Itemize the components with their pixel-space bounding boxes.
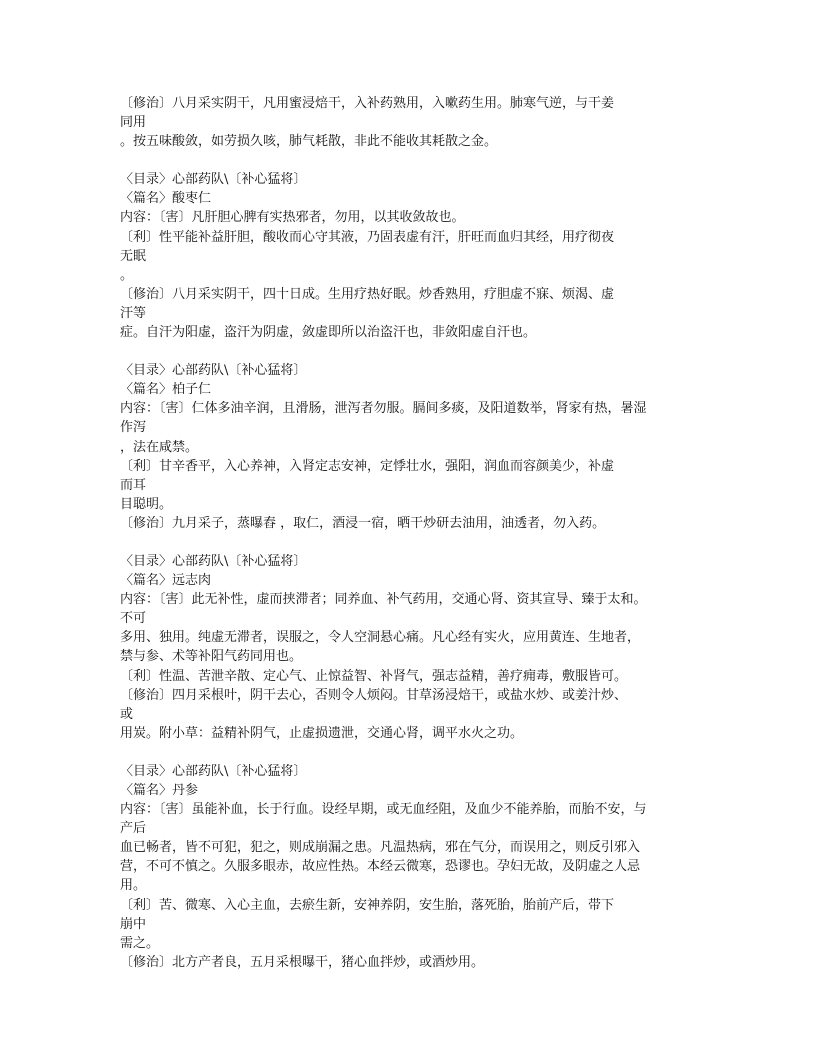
text-line: 〔修治〕北方产者良，五月采根曝干，猪心血拌炒，或酒炒用。 (120, 954, 485, 970)
text-line: 〈目录〉心部药队\〔补心猛将〕 (120, 363, 307, 379)
text-line: ，法在咸禁。 (120, 439, 199, 455)
text-section (120, 762, 700, 972)
text-line: 不可 (120, 611, 147, 627)
text-line: 内容：〔害〕此无补性，虚而挟滞者；同养血、补气药用，交通心肾、资其宣导、臻于太和。 (120, 592, 647, 608)
text-line: 内容：〔害〕凡肝胆心脾有实热邪者，勿用，以其收敛故也。 (120, 210, 465, 226)
text-line: 〔利〕甘辛香平，入心养神，入肾定志安神，定悸壮水，强阳，润血而容颜美少，补虚 (120, 458, 615, 474)
text-line: 〈篇名〉丹参 (120, 783, 199, 798)
text-line: 〔修治〕八月采实阴干，四十日成。生用疗热好眠。炒香熟用，疗胆虚不寐、烦渴、虚 (120, 286, 615, 302)
text-section (120, 170, 700, 342)
text-line: 〔修治〕九月采子，蒸曝舂 ，取仁，酒浸一宿，晒干炒研去油用，油透者，勿入药。 (120, 515, 606, 531)
text-section (120, 361, 700, 533)
text-line: 而耳 (120, 477, 147, 493)
text-section (120, 552, 700, 743)
text-line: 〔利〕苦、微寒、入心主血，去瘀生新，安神养阴，安生胎，落死胎，胎前产后，带下 (120, 897, 615, 913)
text-line: 〈篇名〉酸枣仁 (120, 191, 212, 207)
text-line: 同用 (120, 115, 147, 131)
text-line: 产后 (120, 821, 147, 837)
text-line: 。按五味酸敛，如劳损久咳，肺气耗散，非此不能收其耗散之金。 (120, 134, 498, 150)
text-line: 〔修治〕四月采根叶，阴干去心，否则令人烦闷。甘草汤浸焙干，或盐水炒、或姜汁炒、 (120, 687, 628, 703)
text-line: 〈目录〉心部药队\〔补心猛将〕 (120, 172, 307, 188)
text-line: 目聪明。 (120, 496, 173, 512)
text-line: 〔修治〕八月采实阴干，凡用蜜浸焙干，入补药熟用，入嗽药生用。肺寒气逆，与干姜 (120, 96, 615, 111)
text-line: 。 (120, 267, 134, 283)
text-line: 〈目录〉心部药队\〔补心猛将〕 (120, 553, 307, 569)
text-line: 多用、独用。纯虚无滞者，误服之，令人空洞悬心痛。凡心经有实火，应用黄连、生地者， (120, 630, 641, 646)
text-line: 禁与参、术等补阳气药同用也。 (120, 649, 303, 665)
text-line: 内容：〔害〕仁体多油辛润，且滑肠，泄泻者勿服。膈间多痰，及阳道数举，肾家有热，暑湿 (120, 401, 647, 417)
text-line: 内容：〔害〕虽能补血，长于行血。设经早期，或无血经阻，及血少不能养胎，而胎不安，与 (120, 802, 647, 818)
text-line: 症。自汗为阳虚，盗汗为阴虚，敛虚即所以治盗汗也，非敛阳虚自汗也。 (120, 325, 537, 341)
document-page (120, 94, 700, 991)
text-line: 用炭。附小草：益精补阴气，止虚损遗泄，交通心肾，调平水火之功。 (120, 725, 524, 741)
text-line: 作泻 (120, 420, 147, 436)
text-line: 需之。 (120, 935, 160, 951)
text-line: 〈篇名〉远志肉 (120, 573, 212, 589)
text-line: 〔利〕性平能补益肝胆，酸收而心守其液，乃固表虚有汗，肝旺而血归其经，用疗彻夜 (120, 229, 615, 245)
text-line: 营，不可不慎之。久服多眼赤，故应性热。本经云微寒，恐谬也。孕妇无故，及阴虚之人忌 (120, 859, 641, 875)
text-line: 无眠 (120, 248, 147, 264)
text-line: 用。 (120, 878, 147, 894)
text-line: 汗等 (120, 305, 147, 321)
text-line: 〔利〕性温、苦泄辛散、定心气、止惊益智、补肾气，强志益精，善疗痈毒，敷服皆可。 (120, 668, 628, 684)
text-line: 崩中 (120, 916, 147, 932)
text-section (120, 94, 700, 151)
text-line: 或 (120, 706, 134, 722)
text-line: 血已畅者，皆不可犯，犯之，则成崩漏之患。凡温热病，邪在气分，而误用之，则反引邪入 (120, 840, 641, 856)
text-line: 〈目录〉心部药队\〔补心猛将〕 (120, 763, 307, 779)
text-line: 〈篇名〉柏子仁 (120, 382, 212, 398)
